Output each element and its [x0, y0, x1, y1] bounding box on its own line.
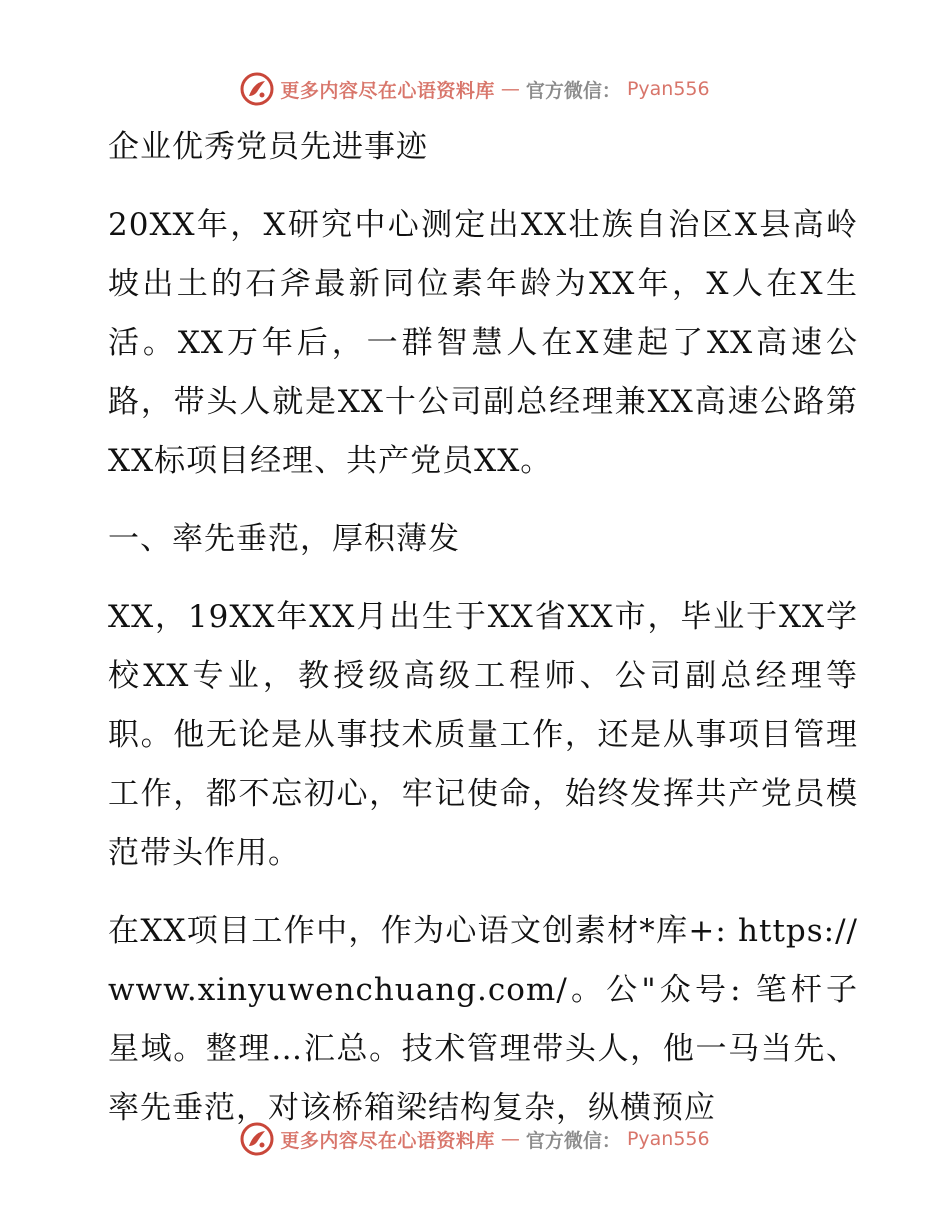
- header-watermark: [0, 72, 950, 106]
- spacer: [98, 569, 858, 588]
- paragraph-intro: 20XX年，X研究中心测定出XX壮族自治区X县高岭坡出土的石斧最新同位素年龄为XX年，X人在X生活。XX万年后，一群智慧人在X建起了XX高速公路，带头人就是XX十公司副总经理兼XX高速公路第XX标项目经理、共产党员XX。: [108, 207, 858, 479]
- spacer: [98, 177, 858, 196]
- document-title: 企业优秀党员先进事迹: [108, 129, 428, 165]
- watermark-text: 更多内容尽在心语资料库: [280, 1129, 495, 1152]
- logo-icon: [240, 1122, 274, 1156]
- watermark-dash: —: [500, 1128, 520, 1150]
- spacer: [98, 883, 858, 902]
- footer-watermark: [0, 1122, 950, 1156]
- paragraph-project: 在XX项目工作中，作为心语文创素材*库+: https://www.xinyuwenchuang.com/。公"众号: 笔杆子星域。整理…汇总。技术管理带头人，他一马当先、率先垂范，对该桥箱梁结构复杂，纵横预应: [108, 913, 858, 1126]
- spacer: [98, 491, 858, 510]
- document-body: [98, 118, 858, 1138]
- watermark-official-label: 官方微信：: [525, 79, 621, 102]
- section-heading: 一、率先垂范，厚积薄发: [108, 521, 460, 557]
- watermark-wechat-id: Pyan556: [626, 1128, 710, 1150]
- watermark-dash: —: [500, 78, 520, 100]
- paragraph-background: XX，19XX年XX月出生于XX省XX市，毕业于XX学校XX专业，教授级高级工程师、公司副总经理等职。他无论是从事技术质量工作，还是从事项目管理工作，都不忘初心，牢记使命，始终发挥共产党员模范带头作用。: [108, 599, 858, 871]
- logo-icon: [240, 72, 274, 106]
- watermark-wechat-id: Pyan556: [626, 78, 710, 100]
- watermark-text: 更多内容尽在心语资料库: [280, 79, 495, 102]
- watermark-official-label: 官方微信：: [525, 1129, 621, 1152]
